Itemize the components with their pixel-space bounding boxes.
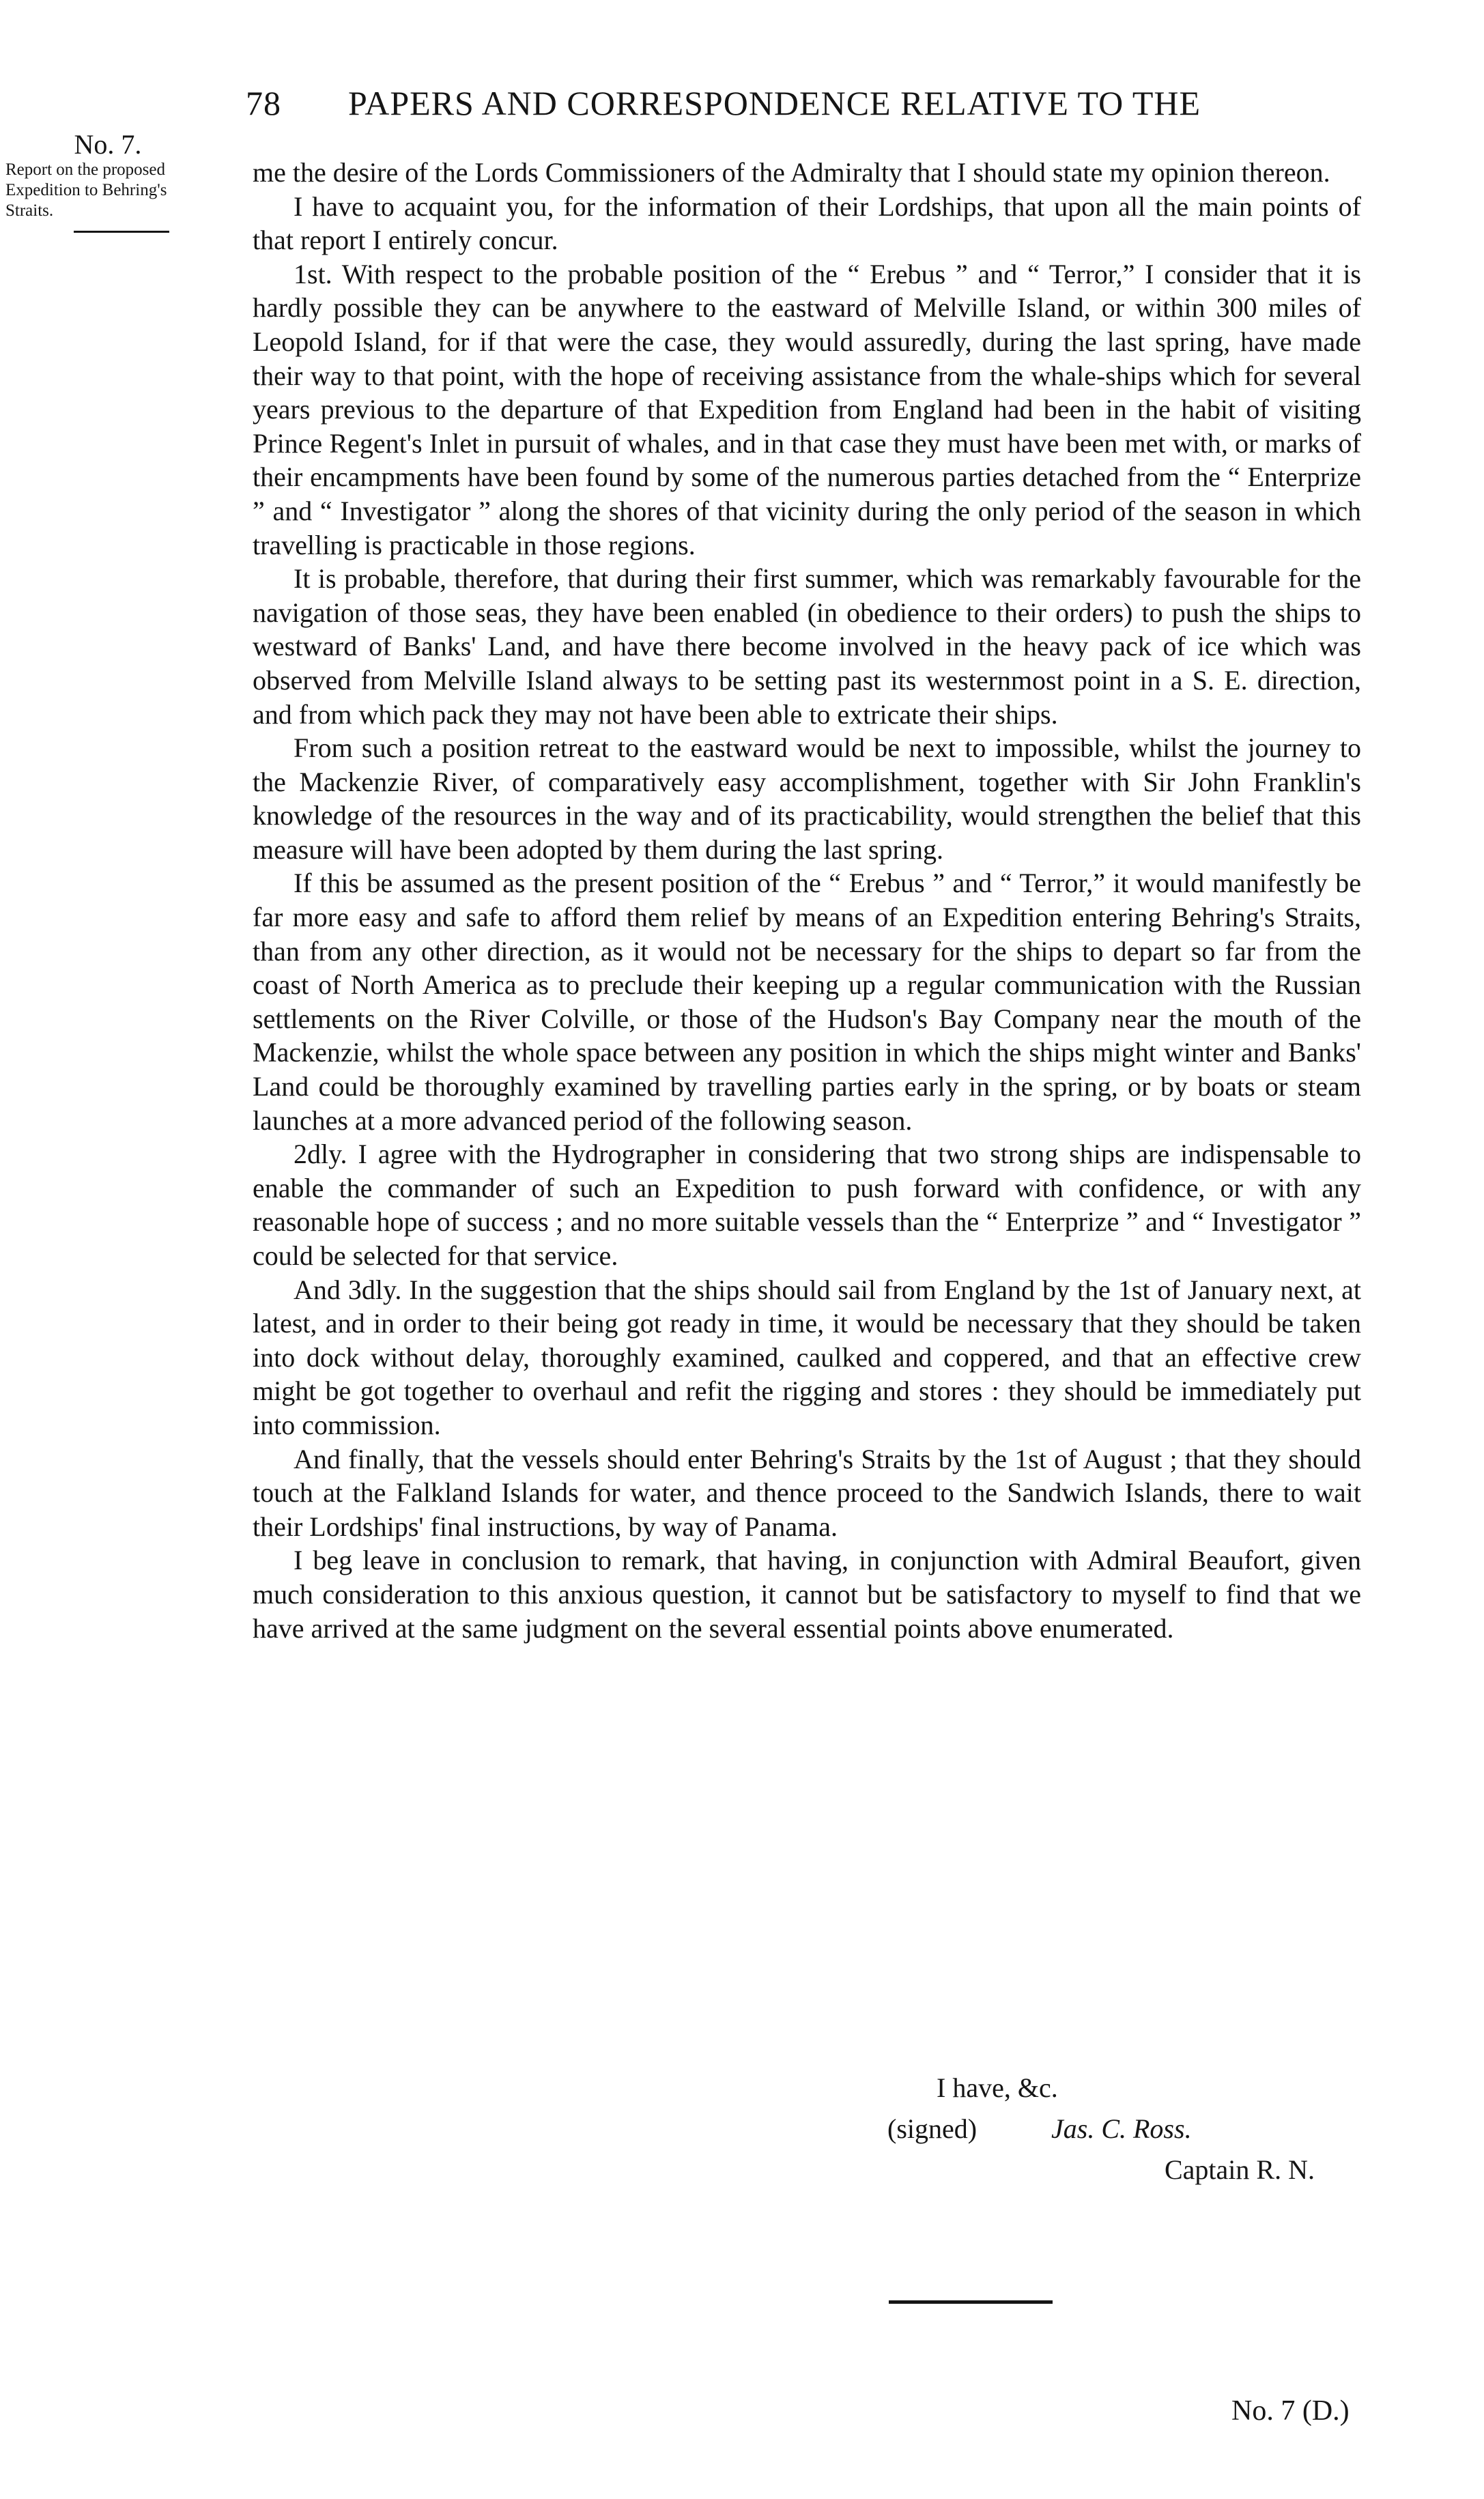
- paragraph-third-point: And 3dly. In the suggestion that the ships should sail from England by the 1st of January next, at latest, and in order to their being got ready in time, it would be necessary that they should be taken into dock without delay, thoroughly examined, caulked and coppered, and that an effective crew might be got together to overhaul and refit the rigging and stores : they should be immediately put into commission.: [253, 1274, 1361, 1440]
- paragraph-probable-position: It is probable, therefore, that during their first summer, which was remarkably favourable for the navigation of those seas, they have been enabled (in obedience to their orders) to push the ships to westward of Banks' Land, and have there become involved in the heavy pack of ice which was observed from Melville Island always to be setting past its westernmost point in a S. E. direction, and from which pack they may not have been able to extricate their ships.: [253, 563, 1361, 730]
- paragraph-continuation: me the desire of the Lords Commissioners of the Admiralty that I should state my opinion thereon.: [253, 157, 1330, 188]
- paragraph-finally: And finally, that the vessels should enter Behring's Straits by the 1st of August ; that they should touch at the Falkland Islands for water, and thence proceed to the Sandwich Islands, there to wait their Lordships' final instructions, by way of Panama.: [253, 1443, 1361, 1542]
- signed-label: (signed): [887, 2113, 978, 2144]
- side-note-number: No. 7.: [74, 129, 142, 160]
- closing-block: [0, 2072, 1484, 2249]
- signature: Jas. C. Ross.: [1051, 2113, 1192, 2144]
- side-note-caption: Report on the proposed Expedition to Behring's Straits.: [5, 160, 167, 220]
- paragraph-first-point: 1st. With respect to the probable position of the “ Erebus ” and “ Terror,” I consider that it is hardly possible they can be anywhere to the eastward of Melville Island, or within 300 miles of Leopold Island, for if that were the case, they would assuredly, during the last spring, have made their way to that point, with the hope of receiving assistance from the whale-ships which for several years previous to the departure of that Expedition from England had been in the habit of visiting Prince Regent's Inlet in pursuit of whales, and in that case they must have been met with, or marks of their encampments have been found by some of the numerous parties detached from the “ Enterprize ” and “ Investigator ” along the shores of that vicinity during the only period of the season in which travelling is practicable in those regions.: [253, 258, 1361, 560]
- paragraph-concurrence: I have to acquaint you, for the information of their Lordships, that upon all the main points of that report I entirely concur.: [253, 190, 1361, 256]
- running-header: [246, 83, 1352, 123]
- service: R. N.: [1256, 2154, 1315, 2185]
- closing-rule: [889, 2300, 1053, 2304]
- paragraph-retreat: From such a position retreat to the eastward would be next to impossible, whilst the journey to the Mackenzie River, of comparatively easy accomplishment, together with Sir John Franklin's knowledge of the resources in the way and of its practicability, would strengthen the belief that this measure will have been adopted by them during the last spring.: [253, 732, 1361, 865]
- paragraph-relief: If this be assumed as the present position of the “ Erebus ” and “ Terror,” it would manifestly be far more easy and safe to afford them relief by means of an Expedition entering Behring's Straits, than from any other direction, as it would not be necessary for the ships to depart so far from the coast of North America as to preclude their keeping up a regular communication with the Russian settlements on the River Colville, or those of the Hudson's Bay Company near the mouth of the Mackenzie, whilst the whole space between any position in which the ships might winter and Banks' Land could be thoroughly examined by travelling parties early in the spring, or by boats or steam launches at a more advanced period of the following season.: [253, 868, 1361, 1136]
- side-note: [5, 130, 210, 233]
- paragraph-conclusion: I beg leave in conclusion to remark, that having, in conjunction with Admiral Beaufort, given much consideration to this anxious question, it cannot but be satisfactory to myself to find that we have arrived at the same judgment on the several essential points above enumerated.: [253, 1545, 1361, 1644]
- side-note-rule: [74, 231, 169, 233]
- rank-line: [1165, 2154, 1315, 2186]
- running-title: PAPERS AND CORRESPONDENCE RELATIVE TO THE: [348, 84, 1201, 122]
- rank: Captain: [1165, 2154, 1250, 2185]
- letter-body: [253, 156, 1361, 1645]
- page-number: 78: [246, 84, 281, 122]
- paragraph-second-point: 2dly. I agree with the Hydrographer in considering that two strong ships are indispensable to enable the commander of such an Expedition to push forward with confidence, or with any reasonable hope of success ; and no more suitable vessels than the “ Enterprize ” and “ Investigator ” could be selected for that service.: [253, 1139, 1361, 1271]
- salutation: I have, &c.: [937, 2072, 1058, 2103]
- catchword: No. 7 (D.): [1231, 2395, 1350, 2427]
